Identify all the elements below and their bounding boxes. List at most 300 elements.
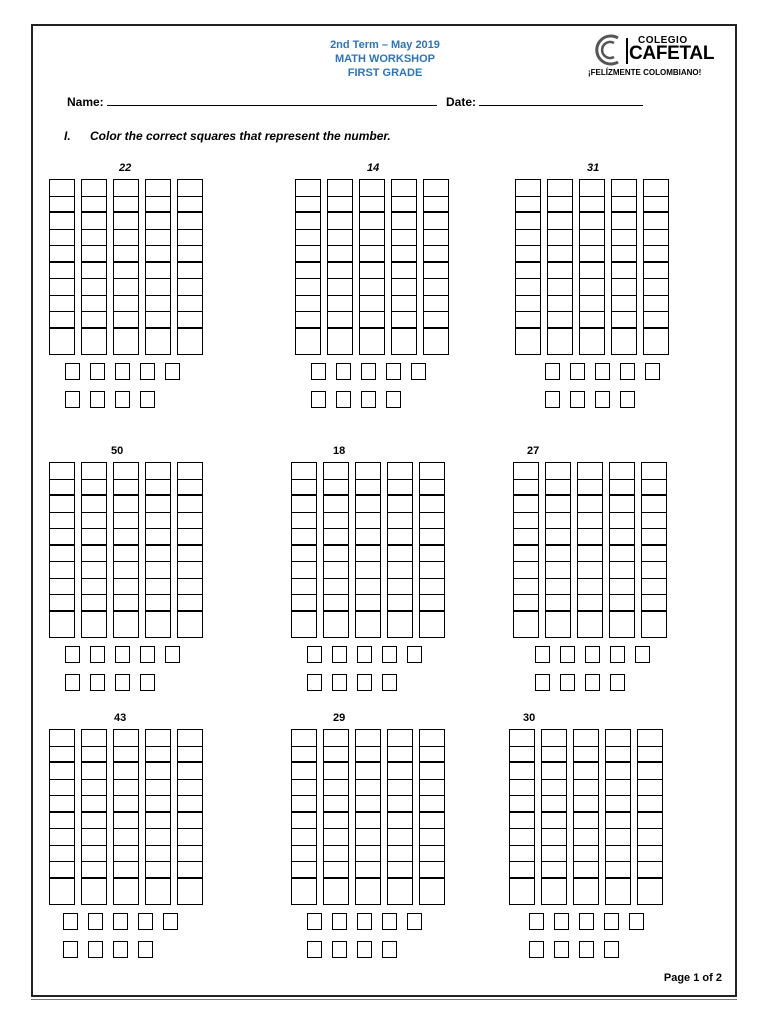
tens-cell[interactable] bbox=[420, 763, 444, 780]
tens-cell[interactable] bbox=[644, 263, 668, 280]
unit-square[interactable] bbox=[560, 646, 575, 663]
tens-cell[interactable] bbox=[114, 263, 138, 280]
tens-cell[interactable] bbox=[50, 829, 74, 846]
tens-cell[interactable] bbox=[146, 480, 170, 497]
tens-cell[interactable] bbox=[82, 213, 106, 230]
tens-cell[interactable] bbox=[606, 763, 630, 780]
tens-cell[interactable] bbox=[146, 296, 170, 313]
tens-cell[interactable] bbox=[578, 612, 602, 629]
tens-cell[interactable] bbox=[82, 279, 106, 296]
tens-cell[interactable] bbox=[420, 730, 444, 747]
tens-cell[interactable] bbox=[50, 813, 74, 830]
tens-column[interactable] bbox=[327, 179, 353, 355]
tens-cell[interactable] bbox=[612, 263, 636, 280]
tens-cell[interactable] bbox=[516, 296, 540, 313]
tens-cell[interactable] bbox=[388, 862, 412, 879]
tens-cell[interactable] bbox=[644, 213, 668, 230]
unit-square[interactable] bbox=[545, 363, 560, 380]
unit-square[interactable] bbox=[382, 913, 397, 930]
unit-square[interactable] bbox=[307, 674, 322, 691]
tens-cell[interactable] bbox=[178, 213, 202, 230]
tens-cell[interactable] bbox=[610, 529, 634, 546]
unit-square[interactable] bbox=[604, 913, 619, 930]
name-line[interactable] bbox=[107, 95, 437, 106]
tens-column[interactable] bbox=[177, 462, 203, 638]
tens-cell[interactable] bbox=[82, 197, 106, 214]
tens-cell[interactable] bbox=[146, 612, 170, 629]
tens-cell[interactable] bbox=[580, 312, 604, 329]
tens-cell[interactable] bbox=[328, 312, 352, 329]
unit-square[interactable] bbox=[336, 363, 351, 380]
unit-square[interactable] bbox=[332, 674, 347, 691]
tens-column[interactable] bbox=[291, 729, 317, 905]
tens-cell[interactable] bbox=[324, 846, 348, 863]
unit-square[interactable] bbox=[407, 913, 422, 930]
tens-cell[interactable] bbox=[178, 529, 202, 546]
tens-cell[interactable] bbox=[392, 263, 416, 280]
unit-square[interactable] bbox=[336, 391, 351, 408]
unit-square[interactable] bbox=[585, 646, 600, 663]
unit-square[interactable] bbox=[361, 363, 376, 380]
tens-cell[interactable] bbox=[178, 780, 202, 797]
tens-cell[interactable] bbox=[292, 796, 316, 813]
tens-cell[interactable] bbox=[516, 180, 540, 197]
tens-cell[interactable] bbox=[392, 180, 416, 197]
tens-cell[interactable] bbox=[424, 197, 448, 214]
tens-cell[interactable] bbox=[542, 796, 566, 813]
tens-column[interactable] bbox=[49, 179, 75, 355]
tens-cell[interactable] bbox=[420, 529, 444, 546]
tens-column[interactable] bbox=[177, 729, 203, 905]
tens-cell[interactable] bbox=[356, 879, 380, 896]
tens-cell[interactable] bbox=[546, 513, 570, 530]
tens-cell[interactable] bbox=[638, 796, 662, 813]
tens-cell[interactable] bbox=[146, 496, 170, 513]
unit-square[interactable] bbox=[595, 391, 610, 408]
tens-cell[interactable] bbox=[82, 846, 106, 863]
unit-square[interactable] bbox=[140, 363, 155, 380]
tens-cell[interactable] bbox=[178, 862, 202, 879]
tens-column[interactable] bbox=[579, 179, 605, 355]
tens-cell[interactable] bbox=[178, 595, 202, 612]
unit-square[interactable] bbox=[570, 363, 585, 380]
tens-cell[interactable] bbox=[292, 529, 316, 546]
tens-cell[interactable] bbox=[388, 562, 412, 579]
tens-cell[interactable] bbox=[360, 180, 384, 197]
tens-cell[interactable] bbox=[82, 730, 106, 747]
tens-cell[interactable] bbox=[516, 329, 540, 346]
tens-cell[interactable] bbox=[516, 213, 540, 230]
unit-square[interactable] bbox=[311, 391, 326, 408]
tens-cell[interactable] bbox=[82, 246, 106, 263]
tens-column[interactable] bbox=[49, 729, 75, 905]
tens-cell[interactable] bbox=[388, 546, 412, 563]
tens-cell[interactable] bbox=[82, 263, 106, 280]
tens-cell[interactable] bbox=[114, 763, 138, 780]
tens-cell[interactable] bbox=[178, 747, 202, 764]
tens-cell[interactable] bbox=[178, 513, 202, 530]
tens-cell[interactable] bbox=[292, 612, 316, 629]
tens-cell[interactable] bbox=[612, 296, 636, 313]
tens-cell[interactable] bbox=[114, 879, 138, 896]
tens-cell[interactable] bbox=[292, 879, 316, 896]
unit-square[interactable] bbox=[357, 913, 372, 930]
tens-column[interactable] bbox=[545, 462, 571, 638]
tens-cell[interactable] bbox=[82, 562, 106, 579]
tens-cell[interactable] bbox=[50, 197, 74, 214]
unit-square[interactable] bbox=[529, 941, 544, 958]
tens-cell[interactable] bbox=[50, 763, 74, 780]
tens-cell[interactable] bbox=[292, 862, 316, 879]
tens-cell[interactable] bbox=[546, 612, 570, 629]
tens-cell[interactable] bbox=[510, 813, 534, 830]
unit-square[interactable] bbox=[88, 941, 103, 958]
unit-square[interactable] bbox=[90, 646, 105, 663]
tens-column[interactable] bbox=[291, 462, 317, 638]
tens-cell[interactable] bbox=[642, 480, 666, 497]
unit-square[interactable] bbox=[115, 674, 130, 691]
tens-column[interactable] bbox=[113, 179, 139, 355]
tens-cell[interactable] bbox=[146, 780, 170, 797]
tens-cell[interactable] bbox=[542, 747, 566, 764]
unit-square[interactable] bbox=[138, 941, 153, 958]
tens-cell[interactable] bbox=[146, 546, 170, 563]
tens-cell[interactable] bbox=[574, 829, 598, 846]
tens-cell[interactable] bbox=[644, 279, 668, 296]
tens-cell[interactable] bbox=[178, 579, 202, 596]
tens-cell[interactable] bbox=[328, 296, 352, 313]
tens-cell[interactable] bbox=[146, 829, 170, 846]
tens-column[interactable] bbox=[423, 179, 449, 355]
tens-cell[interactable] bbox=[178, 463, 202, 480]
tens-cell[interactable] bbox=[50, 846, 74, 863]
unit-square[interactable] bbox=[90, 363, 105, 380]
tens-cell[interactable] bbox=[114, 780, 138, 797]
tens-cell[interactable] bbox=[356, 612, 380, 629]
tens-cell[interactable] bbox=[324, 780, 348, 797]
tens-cell[interactable] bbox=[606, 879, 630, 896]
tens-cell[interactable] bbox=[50, 730, 74, 747]
tens-cell[interactable] bbox=[178, 763, 202, 780]
tens-cell[interactable] bbox=[146, 763, 170, 780]
tens-cell[interactable] bbox=[610, 562, 634, 579]
tens-cell[interactable] bbox=[578, 513, 602, 530]
tens-cell[interactable] bbox=[296, 230, 320, 247]
unit-square[interactable] bbox=[554, 941, 569, 958]
tens-cell[interactable] bbox=[516, 263, 540, 280]
tens-cell[interactable] bbox=[292, 780, 316, 797]
tens-cell[interactable] bbox=[542, 763, 566, 780]
tens-cell[interactable] bbox=[642, 562, 666, 579]
tens-cell[interactable] bbox=[356, 862, 380, 879]
tens-cell[interactable] bbox=[638, 879, 662, 896]
tens-cell[interactable] bbox=[296, 329, 320, 346]
tens-cell[interactable] bbox=[548, 197, 572, 214]
tens-cell[interactable] bbox=[356, 546, 380, 563]
tens-cell[interactable] bbox=[388, 480, 412, 497]
tens-cell[interactable] bbox=[50, 480, 74, 497]
tens-cell[interactable] bbox=[292, 579, 316, 596]
unit-square[interactable] bbox=[88, 913, 103, 930]
tens-cell[interactable] bbox=[360, 246, 384, 263]
tens-cell[interactable] bbox=[580, 263, 604, 280]
tens-cell[interactable] bbox=[578, 480, 602, 497]
tens-cell[interactable] bbox=[324, 496, 348, 513]
tens-cell[interactable] bbox=[328, 246, 352, 263]
tens-cell[interactable] bbox=[292, 546, 316, 563]
tens-column[interactable] bbox=[81, 729, 107, 905]
tens-cell[interactable] bbox=[356, 730, 380, 747]
tens-cell[interactable] bbox=[50, 230, 74, 247]
tens-cell[interactable] bbox=[514, 612, 538, 629]
tens-cell[interactable] bbox=[296, 296, 320, 313]
tens-cell[interactable] bbox=[542, 879, 566, 896]
tens-cell[interactable] bbox=[574, 813, 598, 830]
tens-cell[interactable] bbox=[642, 513, 666, 530]
tens-cell[interactable] bbox=[420, 562, 444, 579]
tens-cell[interactable] bbox=[324, 796, 348, 813]
tens-cell[interactable] bbox=[606, 813, 630, 830]
unit-square[interactable] bbox=[140, 391, 155, 408]
tens-cell[interactable] bbox=[610, 612, 634, 629]
tens-cell[interactable] bbox=[360, 213, 384, 230]
tens-cell[interactable] bbox=[510, 879, 534, 896]
tens-cell[interactable] bbox=[644, 246, 668, 263]
tens-cell[interactable] bbox=[578, 595, 602, 612]
tens-cell[interactable] bbox=[642, 579, 666, 596]
unit-square[interactable] bbox=[138, 913, 153, 930]
unit-square[interactable] bbox=[579, 941, 594, 958]
tens-cell[interactable] bbox=[178, 180, 202, 197]
tens-cell[interactable] bbox=[146, 862, 170, 879]
tens-cell[interactable] bbox=[296, 263, 320, 280]
tens-cell[interactable] bbox=[114, 546, 138, 563]
tens-cell[interactable] bbox=[546, 480, 570, 497]
tens-cell[interactable] bbox=[292, 480, 316, 497]
tens-cell[interactable] bbox=[178, 329, 202, 346]
tens-cell[interactable] bbox=[574, 846, 598, 863]
tens-cell[interactable] bbox=[114, 279, 138, 296]
tens-cell[interactable] bbox=[542, 862, 566, 879]
tens-cell[interactable] bbox=[580, 279, 604, 296]
unit-square[interactable] bbox=[63, 941, 78, 958]
tens-cell[interactable] bbox=[642, 496, 666, 513]
tens-cell[interactable] bbox=[146, 730, 170, 747]
tens-cell[interactable] bbox=[50, 562, 74, 579]
tens-cell[interactable] bbox=[392, 197, 416, 214]
tens-cell[interactable] bbox=[610, 496, 634, 513]
tens-cell[interactable] bbox=[392, 312, 416, 329]
tens-cell[interactable] bbox=[178, 879, 202, 896]
tens-cell[interactable] bbox=[514, 595, 538, 612]
unit-square[interactable] bbox=[163, 913, 178, 930]
tens-cell[interactable] bbox=[578, 579, 602, 596]
tens-column[interactable] bbox=[49, 462, 75, 638]
tens-cell[interactable] bbox=[114, 529, 138, 546]
tens-cell[interactable] bbox=[644, 329, 668, 346]
tens-column[interactable] bbox=[177, 179, 203, 355]
tens-column[interactable] bbox=[637, 729, 663, 905]
tens-cell[interactable] bbox=[146, 312, 170, 329]
tens-cell[interactable] bbox=[638, 862, 662, 879]
tens-cell[interactable] bbox=[610, 595, 634, 612]
tens-cell[interactable] bbox=[82, 546, 106, 563]
tens-cell[interactable] bbox=[542, 730, 566, 747]
tens-cell[interactable] bbox=[546, 546, 570, 563]
tens-cell[interactable] bbox=[510, 763, 534, 780]
tens-cell[interactable] bbox=[420, 612, 444, 629]
tens-cell[interactable] bbox=[356, 747, 380, 764]
tens-cell[interactable] bbox=[114, 296, 138, 313]
tens-cell[interactable] bbox=[546, 496, 570, 513]
tens-cell[interactable] bbox=[178, 279, 202, 296]
tens-cell[interactable] bbox=[296, 180, 320, 197]
unit-square[interactable] bbox=[63, 913, 78, 930]
tens-cell[interactable] bbox=[82, 813, 106, 830]
tens-cell[interactable] bbox=[50, 780, 74, 797]
tens-cell[interactable] bbox=[114, 562, 138, 579]
unit-square[interactable] bbox=[115, 646, 130, 663]
tens-cell[interactable] bbox=[50, 246, 74, 263]
tens-column[interactable] bbox=[419, 462, 445, 638]
tens-cell[interactable] bbox=[356, 763, 380, 780]
tens-cell[interactable] bbox=[328, 279, 352, 296]
unit-square[interactable] bbox=[382, 674, 397, 691]
tens-cell[interactable] bbox=[542, 846, 566, 863]
tens-cell[interactable] bbox=[580, 197, 604, 214]
tens-cell[interactable] bbox=[548, 296, 572, 313]
tens-cell[interactable] bbox=[388, 829, 412, 846]
tens-cell[interactable] bbox=[114, 180, 138, 197]
tens-cell[interactable] bbox=[82, 595, 106, 612]
unit-square[interactable] bbox=[307, 941, 322, 958]
tens-cell[interactable] bbox=[420, 496, 444, 513]
tens-cell[interactable] bbox=[580, 213, 604, 230]
unit-square[interactable] bbox=[645, 363, 660, 380]
unit-square[interactable] bbox=[635, 646, 650, 663]
tens-cell[interactable] bbox=[114, 496, 138, 513]
tens-column[interactable] bbox=[541, 729, 567, 905]
tens-column[interactable] bbox=[643, 179, 669, 355]
tens-cell[interactable] bbox=[146, 579, 170, 596]
tens-cell[interactable] bbox=[146, 595, 170, 612]
tens-cell[interactable] bbox=[82, 879, 106, 896]
tens-column[interactable] bbox=[355, 462, 381, 638]
tens-cell[interactable] bbox=[360, 279, 384, 296]
tens-cell[interactable] bbox=[50, 263, 74, 280]
tens-cell[interactable] bbox=[360, 296, 384, 313]
tens-cell[interactable] bbox=[50, 862, 74, 879]
unit-square[interactable] bbox=[382, 941, 397, 958]
tens-cell[interactable] bbox=[146, 513, 170, 530]
tens-cell[interactable] bbox=[548, 213, 572, 230]
tens-cell[interactable] bbox=[638, 846, 662, 863]
unit-square[interactable] bbox=[620, 391, 635, 408]
tens-cell[interactable] bbox=[388, 513, 412, 530]
tens-cell[interactable] bbox=[178, 496, 202, 513]
unit-square[interactable] bbox=[113, 913, 128, 930]
tens-cell[interactable] bbox=[114, 813, 138, 830]
tens-column[interactable] bbox=[609, 462, 635, 638]
tens-cell[interactable] bbox=[82, 180, 106, 197]
tens-cell[interactable] bbox=[50, 529, 74, 546]
tens-cell[interactable] bbox=[324, 813, 348, 830]
tens-cell[interactable] bbox=[146, 846, 170, 863]
tens-cell[interactable] bbox=[114, 612, 138, 629]
tens-cell[interactable] bbox=[50, 513, 74, 530]
tens-column[interactable] bbox=[387, 729, 413, 905]
unit-square[interactable] bbox=[307, 913, 322, 930]
tens-column[interactable] bbox=[611, 179, 637, 355]
tens-cell[interactable] bbox=[574, 763, 598, 780]
tens-cell[interactable] bbox=[420, 846, 444, 863]
tens-cell[interactable] bbox=[546, 595, 570, 612]
tens-cell[interactable] bbox=[114, 579, 138, 596]
tens-cell[interactable] bbox=[292, 829, 316, 846]
tens-cell[interactable] bbox=[178, 730, 202, 747]
tens-cell[interactable] bbox=[644, 296, 668, 313]
unit-square[interactable] bbox=[529, 913, 544, 930]
unit-square[interactable] bbox=[585, 674, 600, 691]
tens-cell[interactable] bbox=[638, 813, 662, 830]
tens-cell[interactable] bbox=[146, 246, 170, 263]
unit-square[interactable] bbox=[560, 674, 575, 691]
tens-cell[interactable] bbox=[328, 180, 352, 197]
tens-cell[interactable] bbox=[420, 747, 444, 764]
tens-cell[interactable] bbox=[178, 230, 202, 247]
tens-cell[interactable] bbox=[82, 763, 106, 780]
tens-cell[interactable] bbox=[606, 780, 630, 797]
tens-cell[interactable] bbox=[178, 796, 202, 813]
tens-cell[interactable] bbox=[50, 546, 74, 563]
unit-square[interactable] bbox=[332, 913, 347, 930]
tens-cell[interactable] bbox=[612, 246, 636, 263]
tens-cell[interactable] bbox=[82, 780, 106, 797]
tens-cell[interactable] bbox=[612, 329, 636, 346]
tens-cell[interactable] bbox=[324, 862, 348, 879]
tens-cell[interactable] bbox=[612, 230, 636, 247]
tens-cell[interactable] bbox=[612, 197, 636, 214]
tens-cell[interactable] bbox=[574, 730, 598, 747]
tens-cell[interactable] bbox=[178, 829, 202, 846]
unit-square[interactable] bbox=[65, 646, 80, 663]
date-line[interactable] bbox=[479, 95, 643, 106]
tens-cell[interactable] bbox=[514, 513, 538, 530]
tens-cell[interactable] bbox=[360, 312, 384, 329]
tens-cell[interactable] bbox=[146, 529, 170, 546]
tens-column[interactable] bbox=[295, 179, 321, 355]
tens-cell[interactable] bbox=[388, 747, 412, 764]
tens-cell[interactable] bbox=[514, 480, 538, 497]
unit-square[interactable] bbox=[90, 391, 105, 408]
tens-cell[interactable] bbox=[82, 496, 106, 513]
tens-cell[interactable] bbox=[292, 562, 316, 579]
tens-cell[interactable] bbox=[82, 862, 106, 879]
tens-cell[interactable] bbox=[388, 463, 412, 480]
tens-cell[interactable] bbox=[82, 480, 106, 497]
tens-cell[interactable] bbox=[146, 263, 170, 280]
unit-square[interactable] bbox=[165, 363, 180, 380]
unit-square[interactable] bbox=[65, 391, 80, 408]
tens-cell[interactable] bbox=[388, 595, 412, 612]
tens-cell[interactable] bbox=[542, 780, 566, 797]
tens-column[interactable] bbox=[577, 462, 603, 638]
tens-cell[interactable] bbox=[392, 213, 416, 230]
unit-square[interactable] bbox=[610, 674, 625, 691]
tens-cell[interactable] bbox=[178, 562, 202, 579]
tens-cell[interactable] bbox=[114, 862, 138, 879]
tens-cell[interactable] bbox=[50, 296, 74, 313]
